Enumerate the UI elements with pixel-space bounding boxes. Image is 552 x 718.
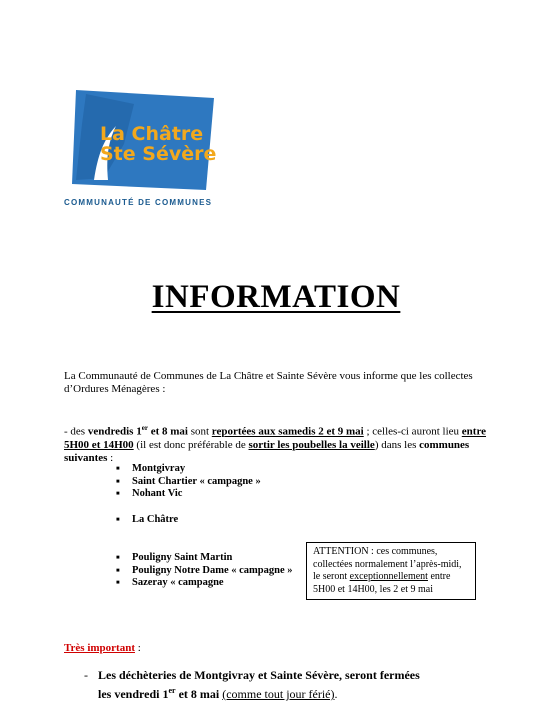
details-prefix: - des xyxy=(64,425,88,438)
commune-list-3 xyxy=(116,552,293,590)
logo xyxy=(64,84,224,210)
logo-text-line1: La Châtre xyxy=(100,123,204,145)
details-postponed: reportées aux samedis 2 et 9 mai xyxy=(211,425,364,438)
details-day1-sup: er xyxy=(141,424,148,432)
list-item: ■ Pouligny Saint Martin xyxy=(116,552,293,565)
closing-end: . xyxy=(334,687,338,701)
list-item: ■ Montgivray xyxy=(116,463,261,476)
important-heading xyxy=(64,642,141,654)
closing-note: (comme tout jour férié) xyxy=(222,687,335,701)
important-label: Très important xyxy=(64,642,135,654)
list-item: ■ La Châtre xyxy=(116,514,178,527)
closing-line2b: et 8 mai xyxy=(175,687,223,701)
commune-list-2 xyxy=(116,514,178,527)
logo-text-line2: Ste Sévère xyxy=(100,143,217,165)
details-paragraph xyxy=(64,422,494,465)
details-mid4: ) dans les xyxy=(374,438,420,451)
closing-line1: Les déchèteries de Montgivray et Sainte Sévère, seront fermées xyxy=(98,668,420,682)
intro-paragraph: La Communauté de Communes de La Châtre et Sainte Sévère vous informe que les collectes d’Ordures Ménagères : xyxy=(64,370,473,395)
closing-line2a: les vendredi 1 xyxy=(98,687,169,701)
logo-tagline: COMMUNAUTÉ DE COMMUNES xyxy=(64,198,213,207)
attention-text-c: entre 5H00 et 14H00, les 2 et 9 mai xyxy=(313,571,451,595)
details-mid2: ; celles-ci auront lieu xyxy=(363,425,462,438)
commune-list-1 xyxy=(116,463,261,501)
details-communes: communes suivantes xyxy=(64,438,470,464)
list-item: ■ Saint Chartier « campagne » xyxy=(116,476,261,489)
important-rest: : xyxy=(134,642,141,654)
details-day1: vendredis 1 xyxy=(87,425,142,438)
closing-line2 xyxy=(98,683,504,702)
list-item: ■ Pouligny Notre Dame « campagne » xyxy=(116,565,293,578)
details-mid1: sont xyxy=(187,425,212,438)
list-item: ■ Nohant Vic xyxy=(116,488,261,501)
details-mid3: (il est donc préférable de xyxy=(133,438,249,451)
page-title: INFORMATION xyxy=(151,279,401,315)
closing-sup: er xyxy=(168,686,176,695)
attention-text-a: ATTENTION : ces communes, collectées normalement l’après-midi, le seront xyxy=(313,546,462,582)
attention-text-b: exceptionnellement xyxy=(349,571,428,582)
details-hours: entre 5H00 et 14H00 xyxy=(64,425,487,451)
details-end: : xyxy=(107,451,114,464)
list-item: ■ Sazeray « campagne xyxy=(116,577,293,590)
details-bins: sortir les poubelles la veille xyxy=(248,438,375,451)
closing-paragraph xyxy=(84,668,504,702)
attention-box xyxy=(306,542,476,600)
details-day2: et 8 mai xyxy=(147,425,188,438)
closing-dash: - xyxy=(84,668,88,682)
